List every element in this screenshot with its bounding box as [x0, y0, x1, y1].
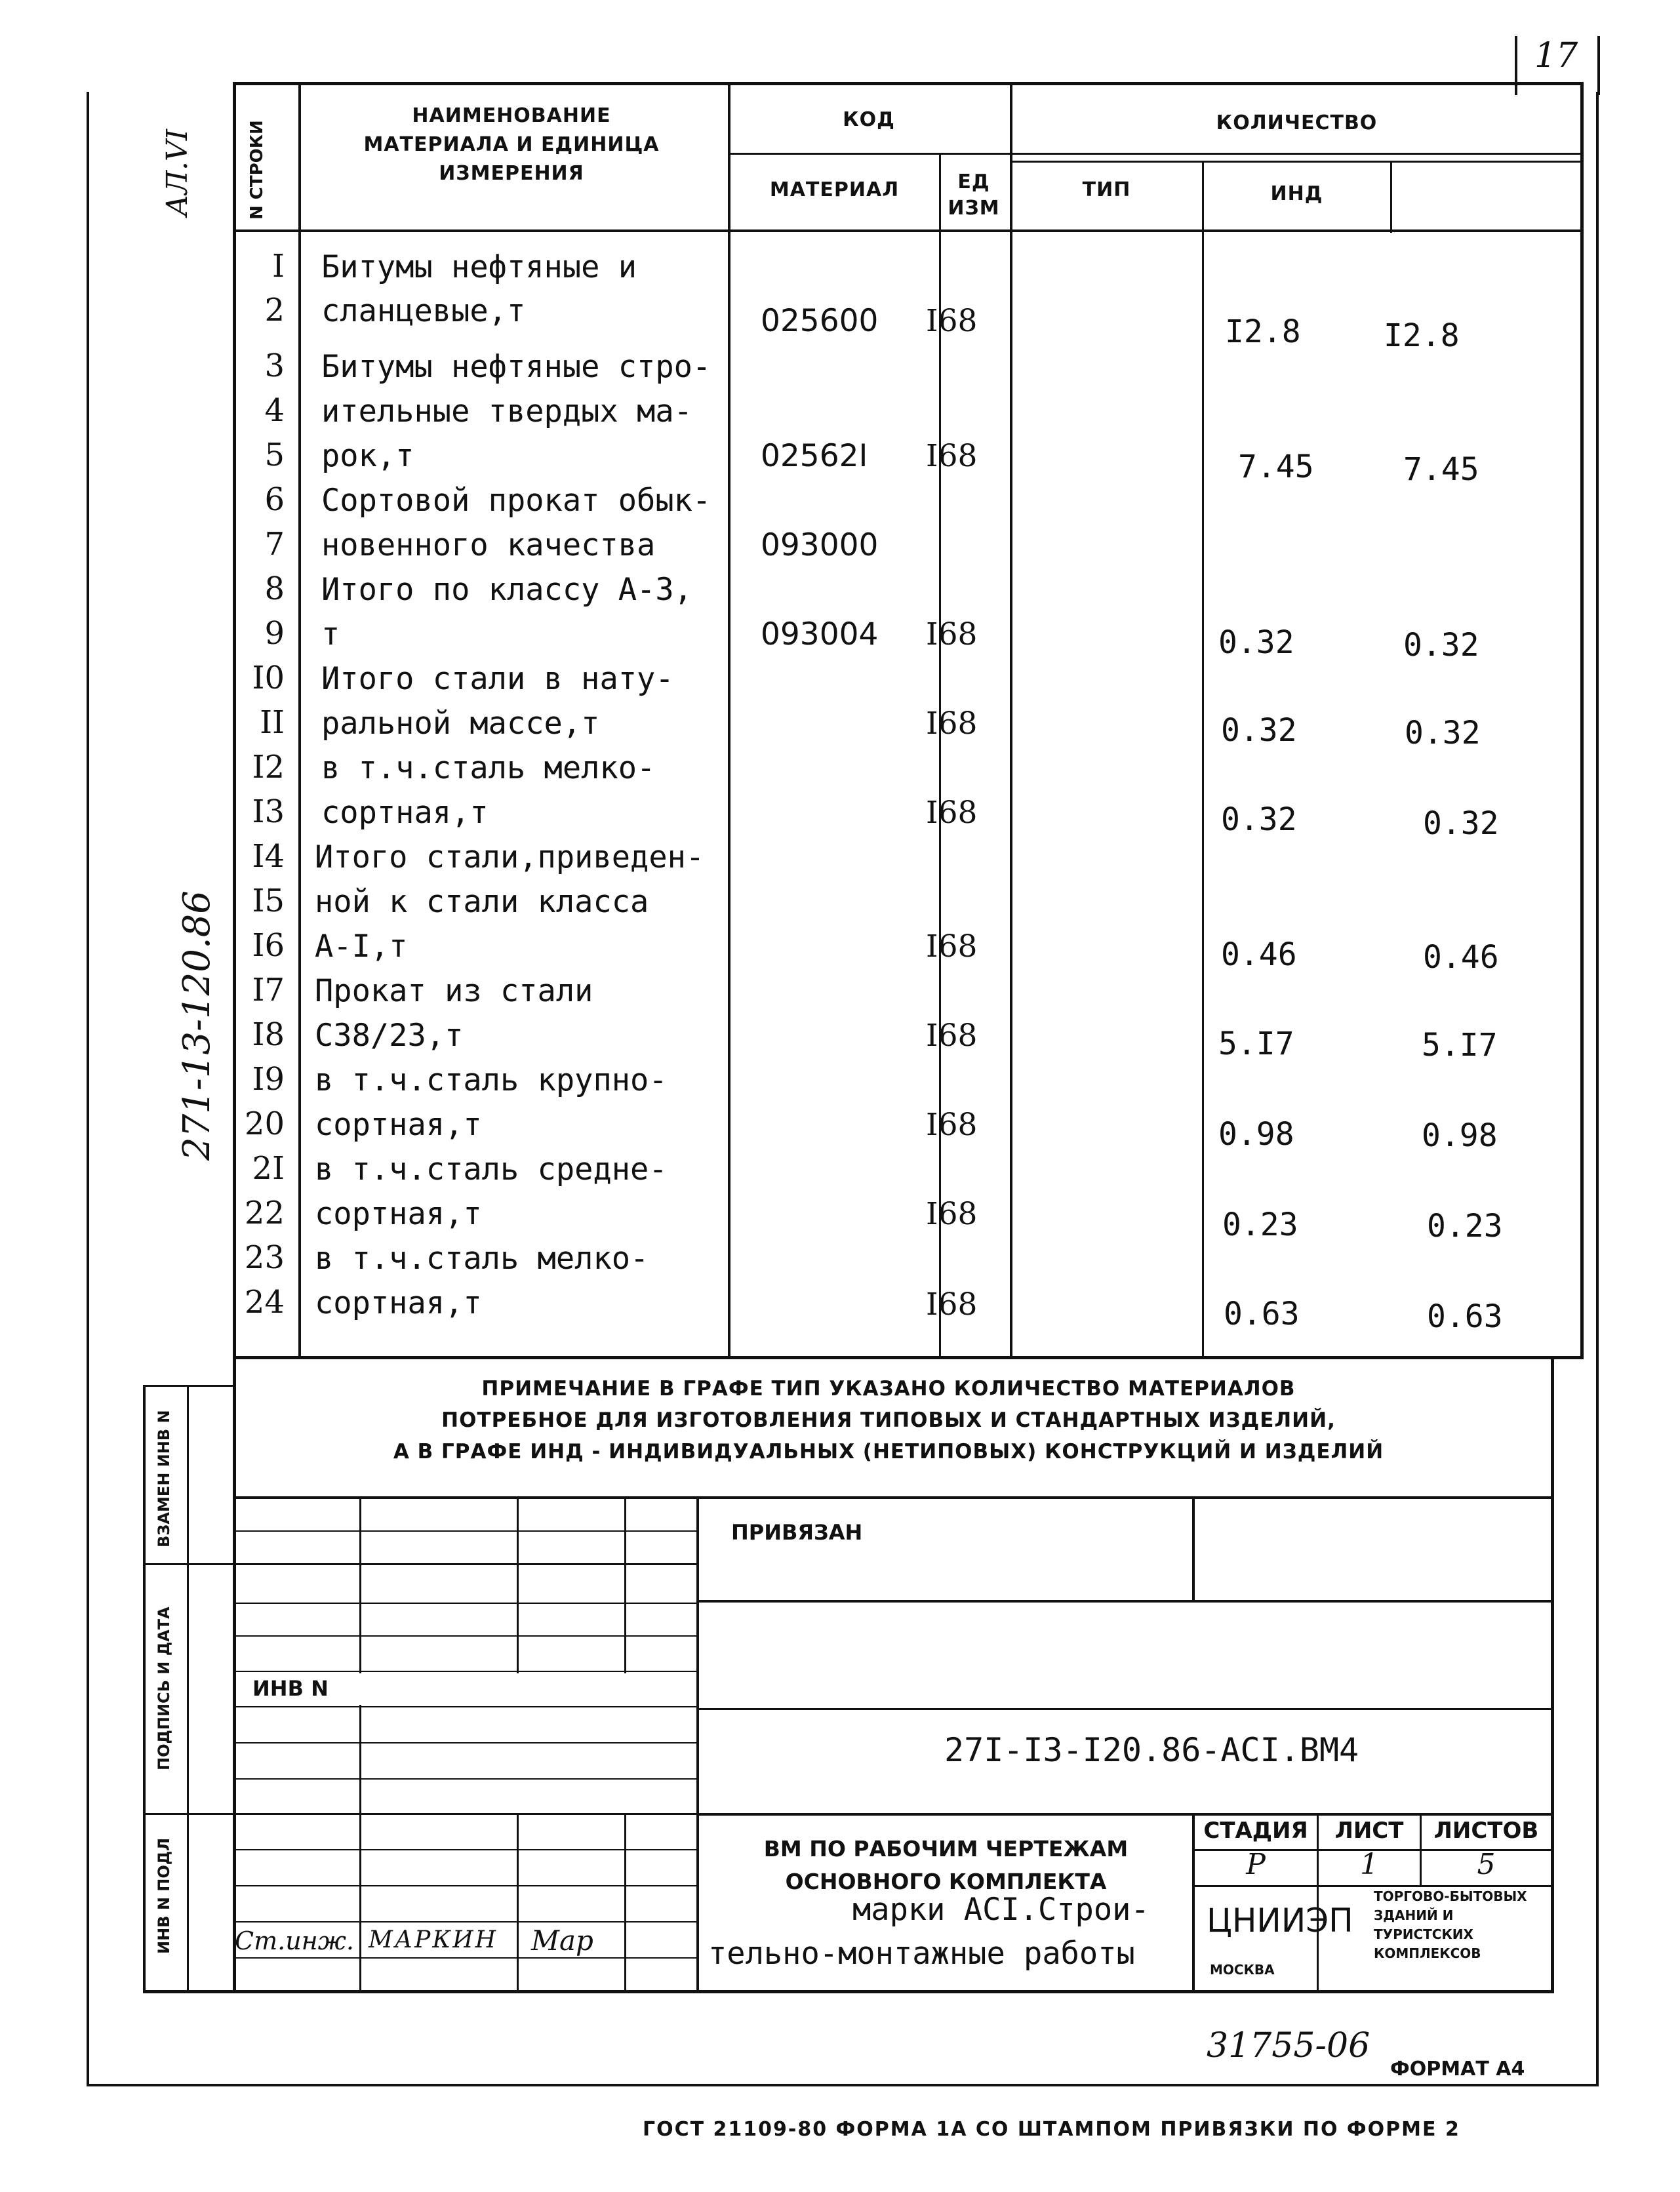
row-text: сортная,т	[315, 1107, 482, 1143]
row-text: С38/23,т	[315, 1018, 464, 1054]
ind-value: 5.I7	[1218, 1026, 1294, 1062]
frame-bottom	[87, 2084, 1599, 2086]
row-number: 8	[264, 570, 285, 607]
unit-code: I68	[926, 1107, 978, 1143]
organization-city: МОСКВА	[1210, 1962, 1275, 1978]
sheets-label: ЛИСТОВ	[1433, 1818, 1539, 1844]
row-text: сортная,т	[321, 795, 489, 831]
row-number: 5	[264, 437, 285, 473]
row-number: I6	[252, 927, 285, 964]
person-name: МАРКИН	[369, 1926, 498, 1953]
row-text: в т.ч.сталь средне-	[315, 1151, 668, 1187]
header-code: КОД	[843, 108, 895, 131]
total-value: 0.23	[1427, 1208, 1503, 1245]
sheet-value: 1	[1360, 1848, 1378, 1881]
unit-code: I68	[926, 303, 978, 339]
row-text: в т.ч.сталь мелко-	[321, 750, 656, 786]
album-mark: АЛ.VI	[161, 129, 194, 216]
row-text: ральной массе,т	[321, 706, 600, 742]
total-value: 0.32	[1403, 627, 1479, 664]
stamp-attached: ПРИВЯЗАН	[731, 1520, 863, 1545]
ind-value: 0.32	[1218, 624, 1294, 661]
total-value: I2.8	[1384, 317, 1460, 354]
ind-value: 0.32	[1221, 801, 1297, 838]
row-text: ной к стали класса	[315, 884, 649, 920]
frame-left	[87, 92, 89, 2085]
row-text: в т.ч.сталь мелко-	[315, 1241, 649, 1277]
header-material: МАТЕРИАЛ	[769, 178, 900, 201]
row-text: Итого стали в нату-	[321, 661, 674, 697]
row-number: I7	[252, 972, 285, 1008]
frame-right	[1596, 92, 1599, 2085]
row-text: Итого стали,приведен-	[315, 839, 705, 875]
note-line-3: А В ГРАФЕ ИНД - ИНДИВИДУАЛЬНЫХ (НЕТИПОВЫХ) КОНСТРУКЦИЙ И ИЗДЕЛИЙ	[393, 1440, 1384, 1464]
unit-code: I68	[926, 1286, 978, 1323]
sheets-value: 5	[1477, 1848, 1496, 1881]
row-number: I2	[252, 749, 285, 786]
ind-value: I2.8	[1225, 313, 1301, 350]
page-number: 17	[1534, 36, 1578, 75]
row-number: I4	[252, 838, 285, 875]
row-text: Сортовой прокат обык-	[321, 483, 711, 519]
total-value: 5.I7	[1422, 1027, 1498, 1064]
role-label: Ст.инж.	[235, 1926, 354, 1955]
row-number: I8	[252, 1016, 285, 1053]
side-code: 271-13-120.86	[176, 890, 218, 1161]
organization: ЦНИИЭП	[1207, 1902, 1353, 1940]
row-text: т	[321, 616, 340, 652]
stage-label: СТАДИЯ	[1203, 1818, 1308, 1844]
header-quantity: КОЛИЧЕСТВО	[1216, 111, 1378, 134]
unit-code: I68	[926, 616, 978, 652]
note-line-1: ПРИМЕЧАНИЕ В ГРАФЕ ТИП УКАЗАНО КОЛИЧЕСТВО МАТЕРИАЛОВ	[481, 1377, 1296, 1401]
signature: Мар	[531, 1924, 593, 1957]
ind-value: 0.98	[1218, 1116, 1294, 1153]
unit-code: I68	[926, 928, 978, 965]
unit-code: I68	[926, 1196, 978, 1232]
total-value: 7.45	[1403, 451, 1479, 488]
total-value: 0.32	[1423, 805, 1499, 842]
header-ind: ИНД	[1270, 182, 1323, 205]
total-value: 0.63	[1427, 1298, 1503, 1335]
row-text: Битумы нефтяные и	[321, 249, 637, 285]
stamp-signature-date: ПОДПИСЬ И ДАТА	[155, 1606, 173, 1770]
header-name: НАИМЕНОВАНИЕ МАТЕРИАЛА И ЕДИНИЦА ИЗМЕРЕНИЯ	[363, 104, 660, 185]
row-number: 20	[244, 1106, 285, 1142]
row-text: А-I,т	[315, 928, 408, 965]
stamp-inv-original: ИНВ N ПОДЛ	[155, 1837, 173, 1954]
page-number-border-left	[1515, 36, 1517, 95]
material-code: 093004	[761, 616, 879, 652]
header-row-number: N СТРОКИ	[247, 120, 267, 220]
material-code: 025600	[761, 303, 879, 339]
row-number: 3	[264, 348, 285, 384]
row-text: Прокат из стали	[315, 973, 593, 1009]
row-number: I9	[252, 1061, 285, 1098]
row-number: I0	[252, 660, 285, 696]
title-line-4: тельно-монтажные работы	[708, 1936, 1135, 1972]
row-number: I	[272, 248, 285, 285]
row-number: 24	[244, 1284, 285, 1321]
total-value: 0.46	[1423, 939, 1499, 976]
header-unit: ЕД ИЗМ	[948, 170, 1000, 220]
row-text: сортная,т	[315, 1285, 482, 1321]
ind-value: 0.63	[1224, 1296, 1300, 1332]
row-number: 2	[264, 292, 285, 329]
stamp-inv-no: ИНВ N	[252, 1676, 329, 1701]
row-text: Итого по классу А-3,	[321, 572, 692, 608]
row-number: I3	[252, 793, 285, 830]
header-type: ТИП	[1082, 178, 1131, 201]
ind-value: 7.45	[1238, 448, 1314, 485]
gost-note: ГОСТ 21109-80 ФОРМА 1А СО ШТАМПОМ ПРИВЯЗКИ ПО ФОРМЕ 2	[643, 2118, 1460, 2141]
row-number: 4	[264, 392, 285, 429]
unit-code: I68	[926, 1018, 978, 1054]
document-code: 27I-I3-I20.86-АСI.ВМ4	[944, 1731, 1359, 1769]
title-line-3: марки АСI.Строи-	[852, 1892, 1150, 1928]
row-number: 23	[244, 1239, 285, 1276]
row-text: Битумы нефтяные стро-	[321, 349, 711, 385]
total-value: 0.32	[1405, 715, 1481, 751]
row-text: рок,т	[321, 438, 414, 474]
note-line-2: ПОТРЕБНОЕ ДЛЯ ИЗГОТОВЛЕНИЯ ТИПОВЫХ И СТАНДАРТНЫХ ИЗДЕЛИЙ,	[441, 1408, 1336, 1432]
row-number: I5	[252, 883, 285, 919]
unit-code: I68	[926, 795, 978, 831]
row-number: 7	[264, 526, 285, 563]
row-number: 6	[264, 481, 285, 518]
total-value: 0.98	[1422, 1117, 1498, 1154]
row-number: 22	[244, 1195, 285, 1231]
material-code: 093000	[761, 527, 879, 563]
row-text: сортная,т	[315, 1196, 482, 1232]
row-text: новенного качества	[321, 527, 656, 563]
row-number: 9	[264, 615, 285, 652]
archive-number: 31755-06	[1207, 2026, 1370, 2065]
ind-value: 0.46	[1221, 936, 1297, 973]
page-number-border-right	[1597, 36, 1600, 95]
organization-department: ТОРГОВО-БЫТОВЫХ ЗДАНИЙ И ТУРИСТСКИХ КОМПЛЕКСОВ	[1374, 1888, 1527, 1961]
ind-value: 0.32	[1221, 712, 1297, 749]
sheet-format: ФОРМАТ А4	[1390, 2058, 1525, 2081]
stamp-replace-inv: ВЗАМЕН ИНВ N	[155, 1410, 173, 1547]
unit-code: I68	[926, 706, 978, 742]
row-text: в т.ч.сталь крупно-	[315, 1062, 668, 1098]
row-text: ительные твердых ма-	[321, 393, 692, 429]
title-line-2: ОСНОВНОГО КОМПЛЕКТА	[785, 1869, 1107, 1894]
row-text: сланцевые,т	[321, 293, 526, 329]
stage-value: Р	[1246, 1848, 1266, 1881]
sheet-label: ЛИСТ	[1334, 1818, 1404, 1844]
material-code: 02562I	[761, 438, 868, 474]
row-number: II	[260, 704, 285, 741]
title-line-1: ВМ ПО РАБОЧИМ ЧЕРТЕЖАМ	[763, 1836, 1129, 1862]
unit-code: I68	[926, 438, 978, 474]
ind-value: 0.23	[1222, 1206, 1298, 1243]
row-number: 2I	[252, 1150, 285, 1187]
